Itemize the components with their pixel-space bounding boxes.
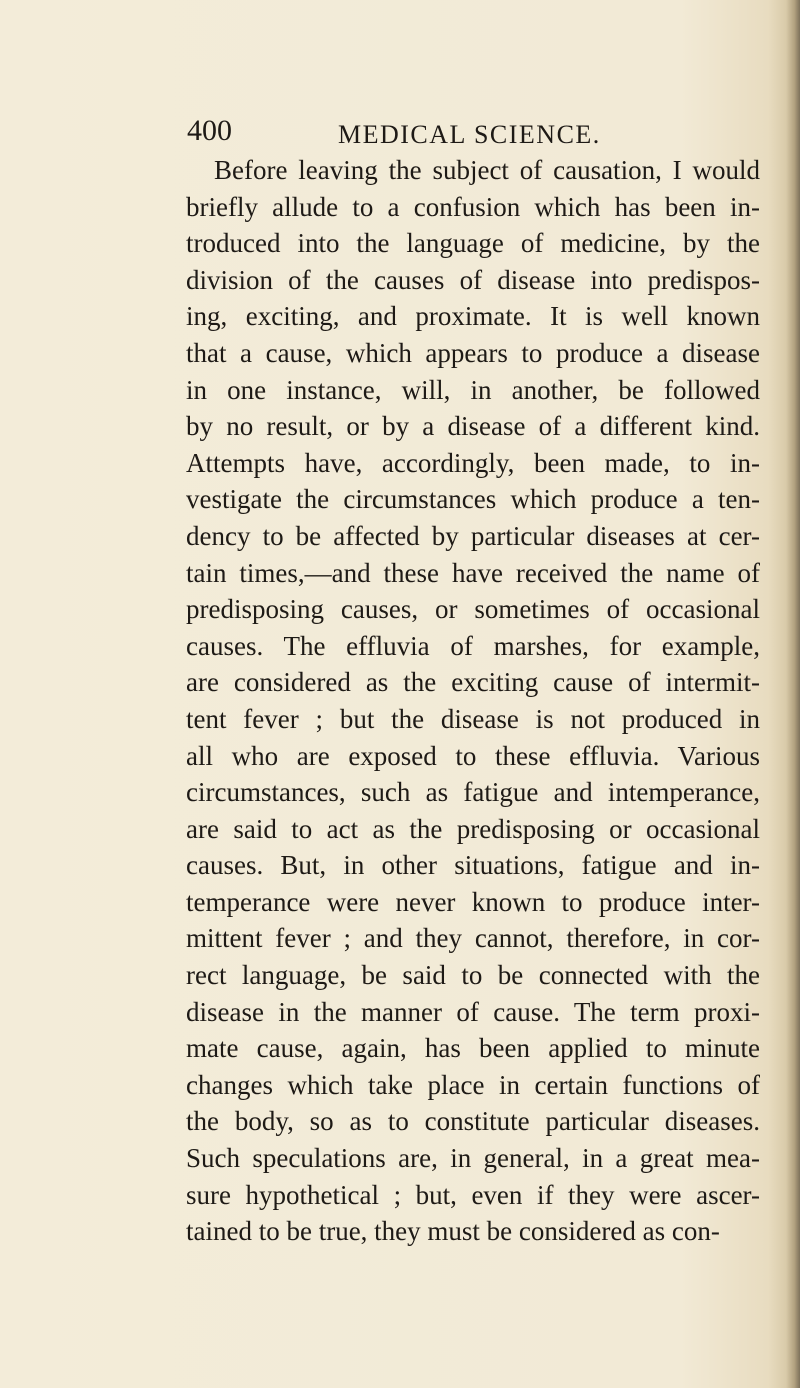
text-line: ing, exciting, and proximate. It is well known xyxy=(186,301,760,332)
text-line: temperance were never known to produce inter- xyxy=(186,886,760,917)
text-line: troduced into the language of medicine, by the xyxy=(186,228,760,259)
text-line: tain times,—and these have received the name of xyxy=(186,557,760,588)
text-line: causes. But, in other situations, fatigue and in- xyxy=(186,850,760,881)
text-line: are said to act as the predisposing or occasional xyxy=(186,813,760,844)
page-edge-shadow xyxy=(786,0,800,1388)
text-line: predisposing causes, or sometimes of occasional xyxy=(186,594,760,625)
text-line: mate cause, again, has been applied to minute xyxy=(186,1033,760,1064)
running-head xyxy=(0,108,800,158)
text-line: Attempts have, accordingly, been made, to in- xyxy=(186,447,760,478)
text-line: are considered as the exciting cause of intermit- xyxy=(186,667,760,698)
text-line: circumstances, such as fatigue and intemperance, xyxy=(186,777,760,808)
text-line: by no result, or by a disease of a different kind. xyxy=(186,411,760,442)
body-paragraph xyxy=(186,152,760,1250)
text-line: Before leaving the subject of causation, I would xyxy=(214,155,760,185)
text-line: tent fever ; but the disease is not produced in xyxy=(186,703,760,734)
text-line: causes. The effluvia of marshes, for example, xyxy=(186,630,760,661)
text-line: briefly allude to a confusion which has been in- xyxy=(186,191,760,222)
text-line: that a cause, which appears to produce a disease xyxy=(186,337,760,368)
text-line: dency to be affected by particular diseases at cer- xyxy=(186,520,760,551)
text-line: changes which take place in certain functions of xyxy=(186,1069,760,1100)
text-line: division of the causes of disease into predispos- xyxy=(186,264,760,295)
text-line: all who are exposed to these effluvia. Various xyxy=(186,740,760,771)
text-line: tained to be true, they must be considered as con- xyxy=(186,1216,720,1247)
text-line: disease in the manner of cause. The term proxi- xyxy=(186,996,760,1027)
text-line: vestigate the circumstances which produce a ten- xyxy=(186,484,760,515)
text-line: in one instance, will, in another, be followed xyxy=(186,374,760,405)
text-line: Such speculations are, in general, in a great mea- xyxy=(186,1143,760,1174)
running-title: MEDICAL SCIENCE. xyxy=(338,120,601,149)
text-line: rect language, be said to be connected with the xyxy=(186,960,760,991)
text-line: the body, so as to constitute particular diseases. xyxy=(186,1106,760,1137)
text-line: mittent fever ; and they cannot, therefore, in cor- xyxy=(186,923,760,954)
page-number: 400 xyxy=(187,114,232,147)
text-line: sure hypothetical ; but, even if they were ascer- xyxy=(186,1179,760,1210)
